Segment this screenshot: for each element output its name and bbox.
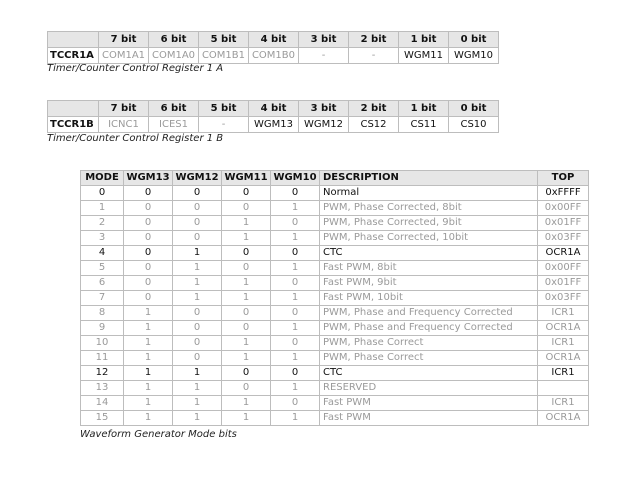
wgm12-cell: 0 xyxy=(173,216,222,231)
mode-cell: 4 xyxy=(81,246,124,261)
description-cell: Fast PWM xyxy=(320,396,538,411)
mode-row xyxy=(81,276,589,291)
wgm11-cell: 0 xyxy=(222,366,271,381)
top-cell xyxy=(538,381,589,396)
column-header-top: TOP xyxy=(538,171,589,186)
bit-header: 1 bit xyxy=(399,101,449,117)
bit-cell: - xyxy=(299,48,349,64)
mode-cell: 10 xyxy=(81,336,124,351)
mode-table-caption: Waveform Generator Mode bits xyxy=(80,429,237,440)
top-cell: OCR1A xyxy=(538,351,589,366)
bit-cell: - xyxy=(199,117,249,133)
wgm10-cell: 1 xyxy=(271,321,320,336)
bit-header: 4 bit xyxy=(249,32,299,48)
wgm12-cell: 1 xyxy=(173,261,222,276)
register-label: TCCR1A xyxy=(48,48,99,64)
wgm13-cell: 1 xyxy=(124,351,173,366)
mode-cell: 8 xyxy=(81,306,124,321)
column-header-wgm12: WGM12 xyxy=(173,171,222,186)
bit-cell: WGM13 xyxy=(249,117,299,133)
top-cell: ICR1 xyxy=(538,336,589,351)
bit-header: 1 bit xyxy=(399,32,449,48)
bit-header: 4 bit xyxy=(249,101,299,117)
wgm13-cell: 1 xyxy=(124,321,173,336)
wgm10-cell: 1 xyxy=(271,201,320,216)
bit-header: 7 bit xyxy=(99,101,149,117)
wgm12-cell: 0 xyxy=(173,186,222,201)
mode-table-body xyxy=(81,186,589,426)
wgm10-cell: 1 xyxy=(271,261,320,276)
wgm13-cell: 1 xyxy=(124,366,173,381)
mode-row xyxy=(81,396,589,411)
mode-row xyxy=(81,366,589,381)
wgm10-cell: 0 xyxy=(271,276,320,291)
description-cell: PWM, Phase Correct xyxy=(320,351,538,366)
wgm11-cell: 0 xyxy=(222,381,271,396)
description-cell: Fast PWM xyxy=(320,411,538,426)
mode-cell: 5 xyxy=(81,261,124,276)
top-cell: 0x00FF xyxy=(538,201,589,216)
corner-cell xyxy=(48,101,99,117)
description-cell: PWM, Phase and Frequency Corrected xyxy=(320,306,538,321)
wgm13-cell: 0 xyxy=(124,246,173,261)
top-cell: 0x03FF xyxy=(538,291,589,306)
bit-header: 5 bit xyxy=(199,101,249,117)
register-label: TCCR1B xyxy=(48,117,99,133)
wgm10-cell: 0 xyxy=(271,186,320,201)
wgm11-cell: 1 xyxy=(222,216,271,231)
wgm11-cell: 1 xyxy=(222,276,271,291)
mode-row xyxy=(81,261,589,276)
mode-cell: 13 xyxy=(81,381,124,396)
column-header-mode: MODE xyxy=(81,171,124,186)
description-cell: Fast PWM, 9bit xyxy=(320,276,538,291)
wgm10-cell: 1 xyxy=(271,411,320,426)
mode-cell: 7 xyxy=(81,291,124,306)
wgm10-cell: 1 xyxy=(271,231,320,246)
wgm13-cell: 1 xyxy=(124,411,173,426)
wgm10-cell: 1 xyxy=(271,291,320,306)
top-cell: 0xFFFF xyxy=(538,186,589,201)
mode-row xyxy=(81,231,589,246)
tccr1b-caption: Timer/Counter Control Register 1 B xyxy=(47,133,224,144)
mode-row xyxy=(81,321,589,336)
mode-row xyxy=(81,351,589,366)
bit-header-row xyxy=(48,32,499,48)
wgm10-cell: 1 xyxy=(271,351,320,366)
bit-cell: COM1A1 xyxy=(99,48,149,64)
column-header-wgm11: WGM11 xyxy=(222,171,271,186)
mode-row xyxy=(81,381,589,396)
mode-cell: 14 xyxy=(81,396,124,411)
wgm11-cell: 1 xyxy=(222,336,271,351)
bit-cell: COM1B0 xyxy=(249,48,299,64)
top-cell: 0x01FF xyxy=(538,276,589,291)
wgm13-cell: 1 xyxy=(124,381,173,396)
wgm12-cell: 1 xyxy=(173,276,222,291)
wgm10-cell: 0 xyxy=(271,336,320,351)
wgm11-cell: 0 xyxy=(222,321,271,336)
bit-cell: WGM12 xyxy=(299,117,349,133)
wgm12-cell: 0 xyxy=(173,336,222,351)
description-cell: CTC xyxy=(320,246,538,261)
description-cell: PWM, Phase Corrected, 9bit xyxy=(320,216,538,231)
top-cell: ICR1 xyxy=(538,366,589,381)
mode-cell: 15 xyxy=(81,411,124,426)
bit-cell: - xyxy=(349,48,399,64)
tccr1a-caption: Timer/Counter Control Register 1 A xyxy=(47,63,224,74)
wgm10-cell: 1 xyxy=(271,381,320,396)
mode-row xyxy=(81,246,589,261)
description-cell: Fast PWM, 10bit xyxy=(320,291,538,306)
description-cell: PWM, Phase Correct xyxy=(320,336,538,351)
mode-cell: 12 xyxy=(81,366,124,381)
wgm13-cell: 0 xyxy=(124,291,173,306)
wgm10-cell: 0 xyxy=(271,246,320,261)
wgm12-cell: 1 xyxy=(173,246,222,261)
bit-cell: ICES1 xyxy=(149,117,199,133)
wgm13-cell: 0 xyxy=(124,231,173,246)
top-cell: ICR1 xyxy=(538,396,589,411)
column-header-wgm10: WGM10 xyxy=(271,171,320,186)
top-cell: 0x01FF xyxy=(538,216,589,231)
mode-cell: 1 xyxy=(81,201,124,216)
top-cell: 0x03FF xyxy=(538,231,589,246)
wgm11-cell: 0 xyxy=(222,261,271,276)
bit-cell: ICNC1 xyxy=(99,117,149,133)
bit-header: 0 bit xyxy=(449,101,499,117)
bit-header: 3 bit xyxy=(299,101,349,117)
wgm10-cell: 0 xyxy=(271,216,320,231)
wgm13-cell: 0 xyxy=(124,276,173,291)
description-cell: Fast PWM, 8bit xyxy=(320,261,538,276)
corner-cell xyxy=(48,32,99,48)
wgm12-cell: 0 xyxy=(173,306,222,321)
wgm13-cell: 0 xyxy=(124,216,173,231)
wgm11-cell: 0 xyxy=(222,186,271,201)
bit-cell: WGM10 xyxy=(449,48,499,64)
wgm13-cell: 0 xyxy=(124,186,173,201)
wgm11-cell: 1 xyxy=(222,291,271,306)
wgm12-cell: 1 xyxy=(173,411,222,426)
mode-cell: 11 xyxy=(81,351,124,366)
wgm11-cell: 1 xyxy=(222,411,271,426)
wgm12-cell: 1 xyxy=(173,366,222,381)
wgm10-cell: 0 xyxy=(271,366,320,381)
top-cell: OCR1A xyxy=(538,321,589,336)
wgm12-cell: 1 xyxy=(173,291,222,306)
waveform-mode-table xyxy=(80,170,589,426)
register-row xyxy=(48,48,499,64)
bit-header: 6 bit xyxy=(149,101,199,117)
column-header-wgm13: WGM13 xyxy=(124,171,173,186)
bit-header: 2 bit xyxy=(349,101,399,117)
wgm12-cell: 0 xyxy=(173,351,222,366)
description-cell: RESERVED xyxy=(320,381,538,396)
wgm12-cell: 0 xyxy=(173,231,222,246)
column-header-description: DESCRIPTION xyxy=(320,171,538,186)
bit-header: 2 bit xyxy=(349,32,399,48)
mode-cell: 9 xyxy=(81,321,124,336)
bit-header: 5 bit xyxy=(199,32,249,48)
mode-row xyxy=(81,186,589,201)
wgm13-cell: 0 xyxy=(124,201,173,216)
bit-header: 6 bit xyxy=(149,32,199,48)
wgm11-cell: 1 xyxy=(222,351,271,366)
wgm11-cell: 0 xyxy=(222,246,271,261)
description-cell: PWM, Phase and Frequency Corrected xyxy=(320,321,538,336)
wgm11-cell: 0 xyxy=(222,306,271,321)
description-cell: Normal xyxy=(320,186,538,201)
register-row xyxy=(48,117,499,133)
mode-cell: 2 xyxy=(81,216,124,231)
bit-cell: COM1A0 xyxy=(149,48,199,64)
mode-row xyxy=(81,291,589,306)
mode-cell: 0 xyxy=(81,186,124,201)
tccr1b-register-table xyxy=(47,100,499,133)
wgm11-cell: 0 xyxy=(222,201,271,216)
wgm10-cell: 0 xyxy=(271,306,320,321)
wgm12-cell: 1 xyxy=(173,381,222,396)
bit-cell: CS11 xyxy=(399,117,449,133)
bit-header: 3 bit xyxy=(299,32,349,48)
top-cell: OCR1A xyxy=(538,246,589,261)
description-cell: PWM, Phase Corrected, 10bit xyxy=(320,231,538,246)
tccr1a-register-table xyxy=(47,31,499,64)
bit-header-row xyxy=(48,101,499,117)
top-cell: 0x00FF xyxy=(538,261,589,276)
mode-header-row xyxy=(81,171,589,186)
wgm13-cell: 1 xyxy=(124,336,173,351)
mode-row xyxy=(81,306,589,321)
description-cell: PWM, Phase Corrected, 8bit xyxy=(320,201,538,216)
wgm13-cell: 0 xyxy=(124,261,173,276)
top-cell: ICR1 xyxy=(538,306,589,321)
wgm11-cell: 1 xyxy=(222,396,271,411)
wgm13-cell: 1 xyxy=(124,306,173,321)
wgm12-cell: 0 xyxy=(173,201,222,216)
wgm12-cell: 0 xyxy=(173,321,222,336)
mode-row xyxy=(81,216,589,231)
wgm10-cell: 0 xyxy=(271,396,320,411)
bit-header: 7 bit xyxy=(99,32,149,48)
wgm12-cell: 1 xyxy=(173,396,222,411)
description-cell: CTC xyxy=(320,366,538,381)
bit-cell: CS12 xyxy=(349,117,399,133)
bit-cell: CS10 xyxy=(449,117,499,133)
top-cell: OCR1A xyxy=(538,411,589,426)
mode-row xyxy=(81,336,589,351)
mode-cell: 3 xyxy=(81,231,124,246)
bit-header: 0 bit xyxy=(449,32,499,48)
bit-cell: WGM11 xyxy=(399,48,449,64)
wgm13-cell: 1 xyxy=(124,396,173,411)
mode-row xyxy=(81,411,589,426)
mode-cell: 6 xyxy=(81,276,124,291)
mode-row xyxy=(81,201,589,216)
wgm11-cell: 1 xyxy=(222,231,271,246)
bit-cell: COM1B1 xyxy=(199,48,249,64)
